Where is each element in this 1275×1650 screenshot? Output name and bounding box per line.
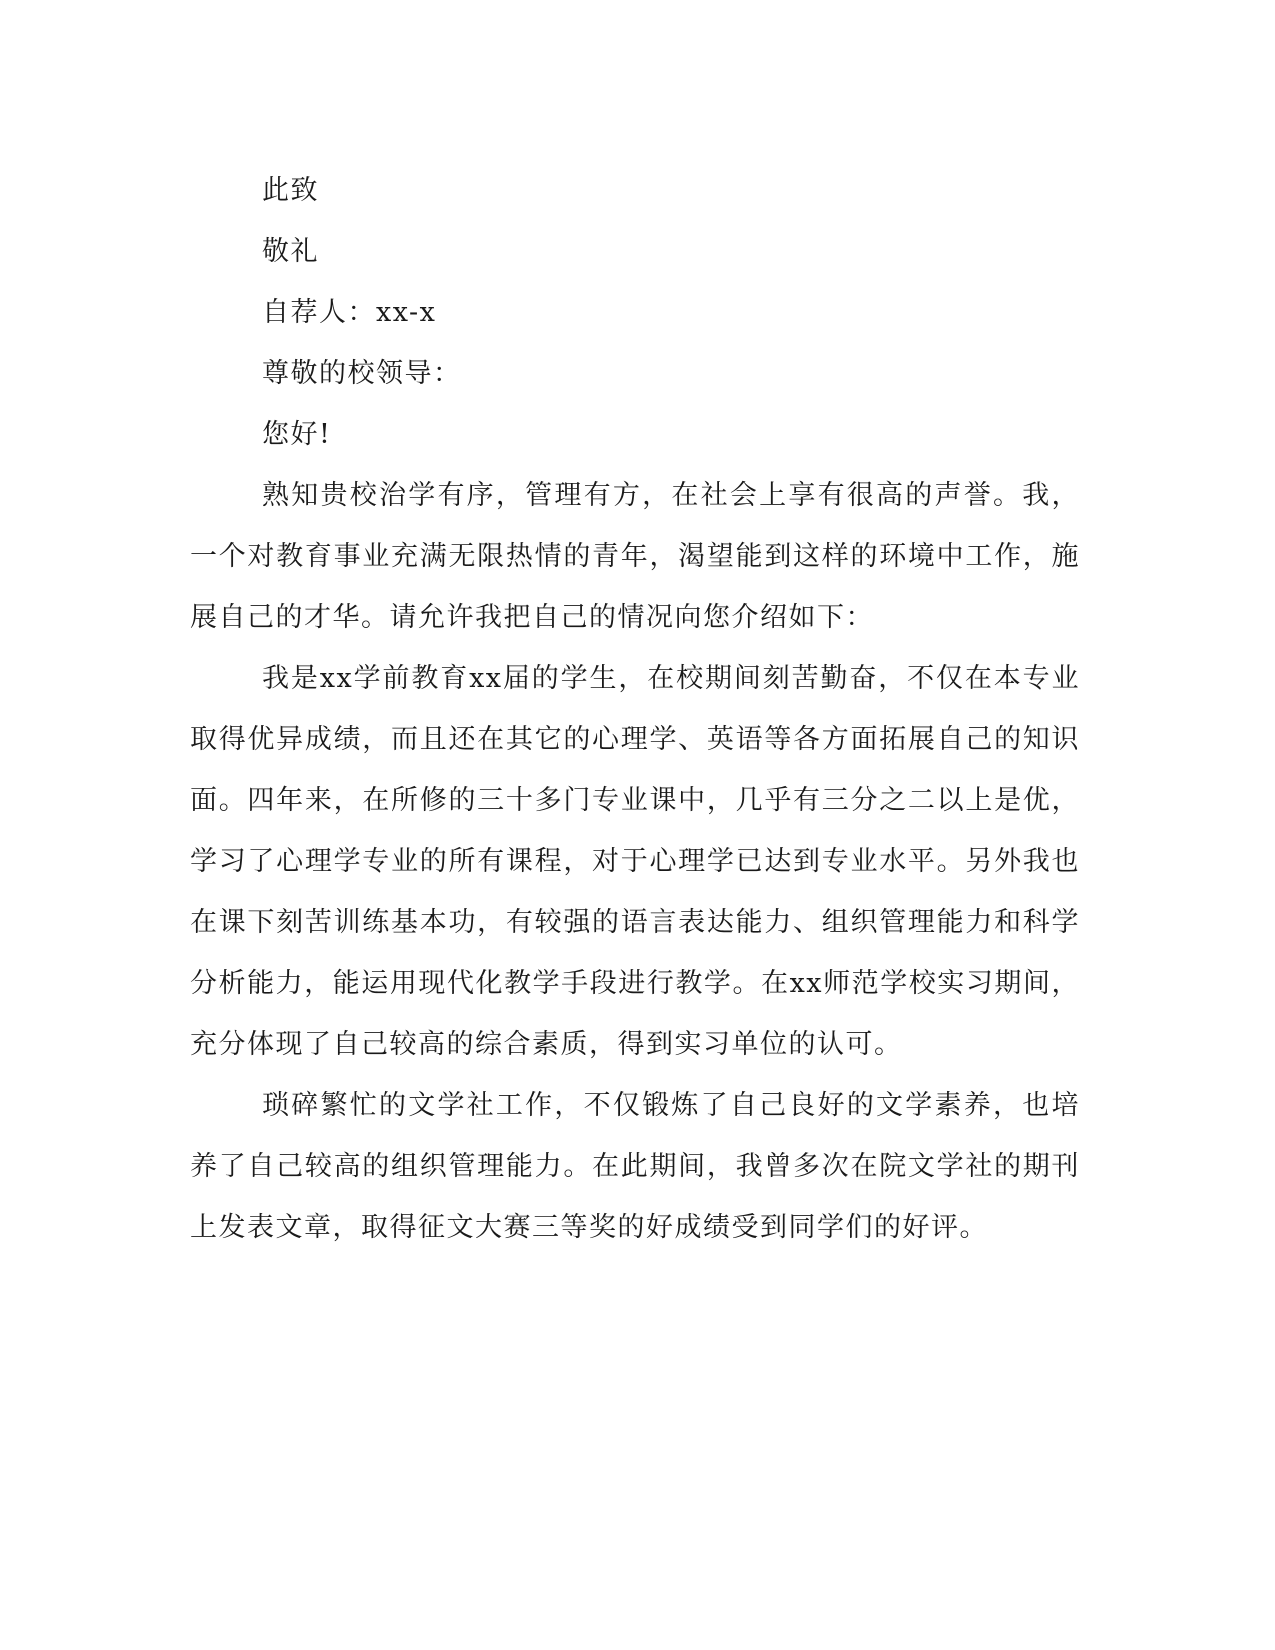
- paragraph-literary-club: 琐碎繁忙的文学社工作，不仅锻炼了自己良好的文学素养，也培养了自己较高的组织管理能力。在此期间，我曾多次在院文学社的期刊上发表文章，取得征文大赛三等奖的好成绩受到同学们的好评。: [190, 1090, 1080, 1243]
- closing-line-2: 敬礼: [262, 236, 319, 267]
- greeting: 您好!: [262, 419, 332, 450]
- closing-line-1: 此致: [262, 175, 319, 206]
- paragraph-intro: 熟知贵校治学有序，管理有方，在社会上享有很高的声誉。我，一个对教育事业充满无限热情的青年，渴望能到这样的环境中工作，施展自己的才华。请允许我把自己的情况向您介绍如下：: [190, 480, 1080, 633]
- paragraph-education: 我是xx学前教育xx届的学生，在校期间刻苦勤奋，不仅在本专业取得优异成绩，而且还在其它的心理学、英语等各方面拓展自己的知识面。四年来，在所修的三十多门专业课中，几乎有三分之二以上是优，学习了心理学专业的所有课程，对于心理学已达到专业水平。另外我也在课下刻苦训练基本功，有较强的语言表达能力、组织管理能力和科学分析能力，能运用现代化教学手段进行教学。在xx师范学校实习期间，充分体现了自己较高的综合素质，得到实习单位的认可。: [190, 663, 1080, 1060]
- letter-body: [190, 160, 1080, 1258]
- salutation: 尊敬的校领导：: [262, 358, 462, 389]
- signature-line: 自荐人：xx-x: [262, 297, 437, 328]
